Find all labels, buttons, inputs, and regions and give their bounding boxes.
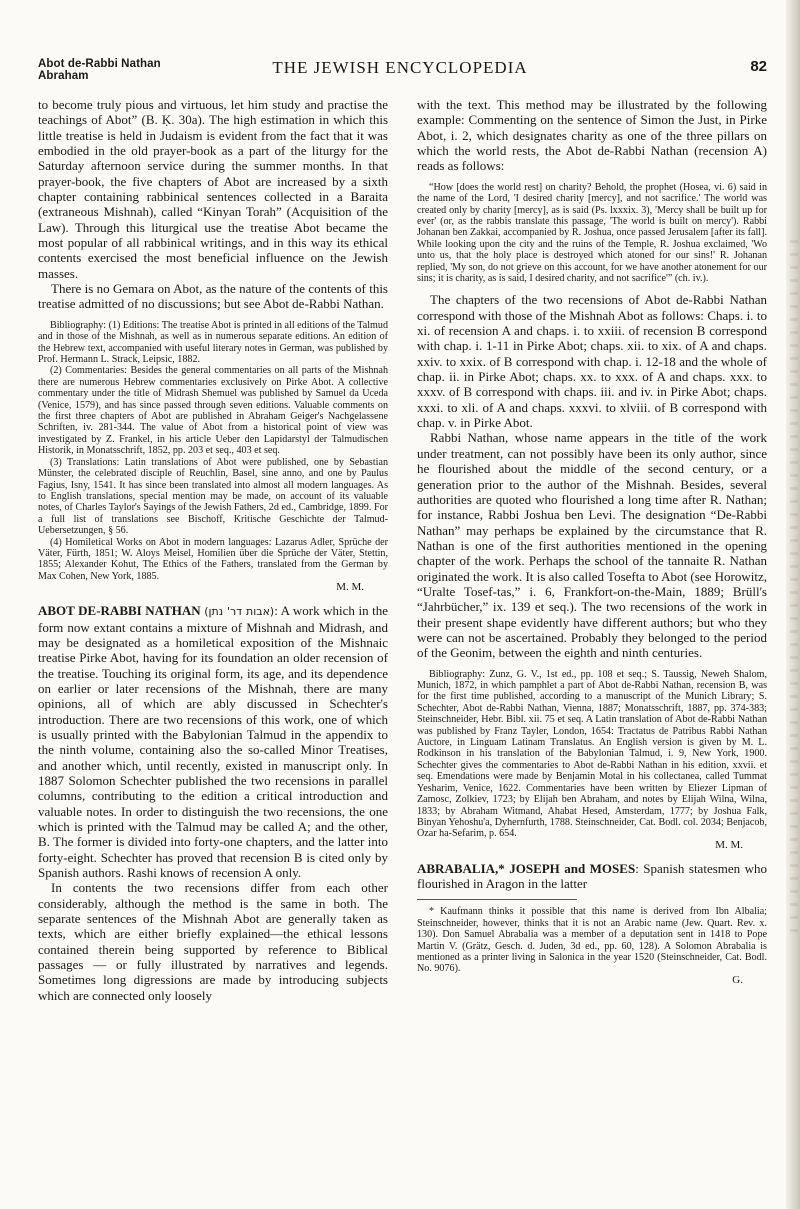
footnote-rule — [417, 899, 577, 900]
right-column — [417, 97, 767, 986]
article-heading: ABOT DE-RABBI NATHAN — [38, 603, 201, 619]
article-abrabalia — [417, 861, 767, 892]
paragraph: The chapters of the two recensions of Abot de-Rabbi Nathan correspond with those of the Mishnah Abot as follows: Chaps. i. to xi. of recension A and chaps. i. to xxiii. of recension B correspond with chap. i. 1-11 in Pirke Abot; chaps. xii. to xix. of A and chaps. xxiv. to xxix. of B correspond with chap. i. 12-18 and the whole of chap. ii. in Pirke Abot; chaps. xx. to xxx. of A and chaps. xxx. to xxxv. of B correspond with chaps. iii. and iv. in Pirke Abot; chaps. xxxi. to xli. of A and chaps. xxxvi. to xlviii. of B correspond with chap. v. in Pirke Abot. — [417, 292, 767, 431]
bibliography: (2) Commentaries: Besides the general commentaries on all parts of the Mishnah there are numerous Hebrew commentaries exclusively on Pirke Abot. A collective commentary under the title of Midrash Shemuel was published by Samuel da Uceda (Venice, 1579), and has since passed through seven editions. Valuable comments on the first three chapters of Abot are published in Abraham Geiger's Nachgelassene Schriften, iv. 281-344. The value of Abot from a historical point of view was investigated by Z. Frankel, in his article Ueber den Lapidarstyl der Talmudischen Historik, in Monatsschrift, 1852, pp. 203 et seq., 403 et seq. — [38, 365, 388, 457]
article-text: : A work which in the form now extant contains a mixture of Mishnah and Midrash, and may be designated as a homiletical exposition of the Mishnaic treatise Pirke Abot, having for its foundation an older recension of the treatise. Touching its original form, its age, and its dependence on earlier or later recensions of the Mishnah, there are many opinions, all of which are ably discussed in Schechter's introduction. There are two recensions of this work, one of which is usually printed with the Babylonian Talmud in the appendix to the ninth volume, containing also the so-called Minor Treatises, and another which, until recently, existed in manuscript only. In 1887 Solomon Schechter published the two recensions in parallel columns, contributing to the edition a critical introduction and valuable notes. In order to distinguish the two recensions, the one which is printed with the Talmud may be called A; and the other, B. The former is divided into forty-one chapters, and the latter into forty-eight. Schechter has proved that recension B is cited only by Spanish authors. Rashi knows of recension A only. — [38, 603, 389, 880]
paragraph: Rabbi Nathan, whose name appears in the title of the work under treatment, can not possibly have been its only author, since he flourished about the middle of the second century, or a generation prior to the author of the Mishnah. Besides, several authorities are quoted who flourished a long time after R. Nathan; for instance, Rabbi Joshua ben Levi. The designation “De-Rabbi Nathan” may perhaps be explained by the circumstance that R. Nathan is one of the first authorities mentioned in the opening chapter of the work. Perhaps the school of the tannaite R. Nathan originated the work. It is also called Tosefta to Abot (see Horowitz, “Uralte Tosef-tas,” i. 6, Frankfort-on-the-Main, 1889; Brüll's “Jahrbücher,” ix. 139 et seq.). The two recensions of the work in their present shape evidently have different authors; but who they were can not be ascertained. Probably they belonged to the period of the Geonim, between the eighth and ninth centuries. — [417, 430, 767, 661]
page-edge — [786, 0, 800, 1209]
page-number: 82 — [750, 58, 767, 75]
paragraph: to become truly pious and virtuous, let him study and practise the teachings of Abot” (B. Ḳ. 30a). The high estimation in which this little treatise is held in Judaism is evident from the fact that it was embodied in the old prayer-book as a part of the liturgy for the Saturday afternoon service during the summer months. In that prayer-book, the five chapters of Abot are increased by a sixth chapter containing rabbinical sentences collected in a Baraita (extraneous Mishnah), called “Kinyan Torah” (Acquisition of the Law). Through this liturgical use the treatise Abot became the most popular of all rabbinical writings, and in this way its ethical contents exercised the most beneficial influence on the Jewish masses. — [38, 97, 388, 281]
bibliography: (3) Translations: Latin translations of Abot were published, one by Sebastian Münster, the celebrated disciple of Reuchlin, Basel, sine anno, and one by Paulus Fagius, Isny, 1541. It has since been translated into almost all modern languages. As to English translations, special mention may be made, on account of its valuable notes, of Charles Taylor's Sayings of the Jewish Fathers, 2d ed., Cambridge, 1899. For a full list of translations see Bischoff, Kritische Geschichte der Talmud-Uebersetzungen, § 56. — [38, 456, 388, 537]
article-abot-de-rabbi-nathan — [38, 603, 388, 880]
running-head-line-2: Abraham — [38, 70, 89, 82]
article-heading: ABRABALIA,* JOSEPH and MOSES — [417, 860, 636, 876]
hebrew-title: (אבות דר' נתן) — [204, 605, 275, 619]
running-head-line-1: Abot de-Rabbi Nathan — [38, 58, 161, 70]
block-quote: “How [does the world rest] on charity? Behold, the prophet (Hosea, vi. 6) said in the name of the Lord, 'I desired charity [mercy], and not sacrifice.' The world was created only by charity [mercy], as is said (Ps. lxxxix. 3), 'Mercy shall be built up for ever' (or, as the rabbis translate this passage, 'The world is built on mercy'). Rabbi Johanan ben Zakkai, accompanied by R. Joshua, once passed Jerusalem [after its fall]. While looking upon the city and the ruins of the Temple, R. Joshua exclaimed, 'Wo unto us, that the holy place is destroyed which atoned for our sins!' R. Johanan replied, 'My son, do not grieve on this account, for we have another atonement for our sins; it is charity, as is said, I desired charity, and not sacrifice'” (ch. iv.). — [417, 181, 767, 284]
paragraph: In contents the two recensions differ from each other considerably, although the method is the same in both. The separate sentences of the Mishnah Abot are generally taken as texts, which are either briefly explained—the ethical lessons contained therein being supported by reference to Biblical passages — or fully illustrated by narratives and legends. Sometimes long digressions are made by introducing subjects which are connected only loosely — [38, 880, 388, 1003]
author-signature: M. M. — [715, 838, 743, 851]
running-title: THE JEWISH ENCYCLOPEDIA — [272, 58, 528, 77]
bibliography: Bibliography: (1) Editions: The treatise Abot is printed in all editions of the Talmud and in those of the Mishnah, as well as in numerous separate editions. An edition of the Hebrew text, accompanied with useful literary notes in German, was published by Prof. Hermann L. Strack, Leipsic, 1882. — [38, 319, 388, 366]
author-signature: M. M. — [336, 581, 364, 594]
paragraph: There is no Gemara on Abot, as the nature of the contents of this treatise admitted of no discussions; but see Abot de-Rabbi Nathan. — [38, 281, 388, 312]
paragraph: with the text. This method may be illustrated by the following example: Commenting on the sentence of Simon the Just, in Pirke Abot, i. 2, which designates charity as one of the three pillars on which the world rests, the Abot de-Rabbi Nathan (recension A) reads as follows: — [417, 97, 767, 174]
bibliography: (4) Homiletical Works on Abot in modern languages: Lazarus Adler, Sprüche der Väter, Fürth, 1851; W. Aloys Meisel, Homilien über die Sprüche der Väter, Stettin, 1855; Alexander Kohut, The Ethics of the Fathers, translated from the German by Max Cohen, New York, 1885. — [38, 536, 388, 582]
left-column — [38, 97, 388, 1003]
article-text: : Spanish statesmen who flourished in Aragon in the latter — [417, 860, 767, 892]
footnote: * Kaufmann thinks it possible that this name is derived from Ibn Albalia; Steinschneider, however, thinks that it is not an Arabic name (Jew. Quart. Rev. x. 130). Don Samuel Abrabalia was a member of a deputation sent in 1418 to Pope Martin V. (Grätz, Gesch. d. Juden, 3d ed., pp. 60, 128). A Solomon Abrabalia is mentioned as a printer living in Salonica in the year 1520 (Steinschneider, Cat. Bodl. No. 9076). — [417, 906, 767, 975]
bibliography: Bibliography: Zunz, G. V., 1st ed., pp. 108 et seq.; S. Taussig, Neweh Shalom, Munich, 1872, in which pamphlet a part of Abot de-Rabbi Nathan, recension B, was for the first time published, according to a manuscript of the Munich Library; S. Schechter, Abot de-Rabbi Nathan, Vienna, 1887; Monatsschrift, 1887, pp. 374-383; Steinschneider, Hebr. Bibl. xii. 75 et seq. A Latin translation of Abot de-Rabbi Nathan was published by Franz Tayler, London, 1654: Tractatus de Patribus Rabbi Nathan Auctore, in Linguam Latinam Translatus. An English version is given by M. L. Rodkinson in his translation of the Babylonian Talmud, i. 9, New York, 1900. Schechter gives the commentaries to Abot de-Rabbi Nathan in his edition, xxvii. et seq. Emendations were made by Benjamin Motal in his collectanea, called Tummat Yesharim, Venice, 1622. Commentaries have been written by Eliezer Lipman of Zamosc, Zolkiev, 1723; by Elijah ben Abraham, and notes by Elijah Wilna, Wilna, 1833; by Abraham Witmand, Ahabat Hesed, Amsterdam, 1777; by Joshua Falk, Binyan Yehoshu'a, Dyhernfurth, 1788. Steinschneider, Cat. Bodl. col. 2034; Benjacob, Ozar ha-Sefarim, p. 654. — [417, 668, 767, 840]
footnote-signature: G. — [732, 973, 743, 986]
